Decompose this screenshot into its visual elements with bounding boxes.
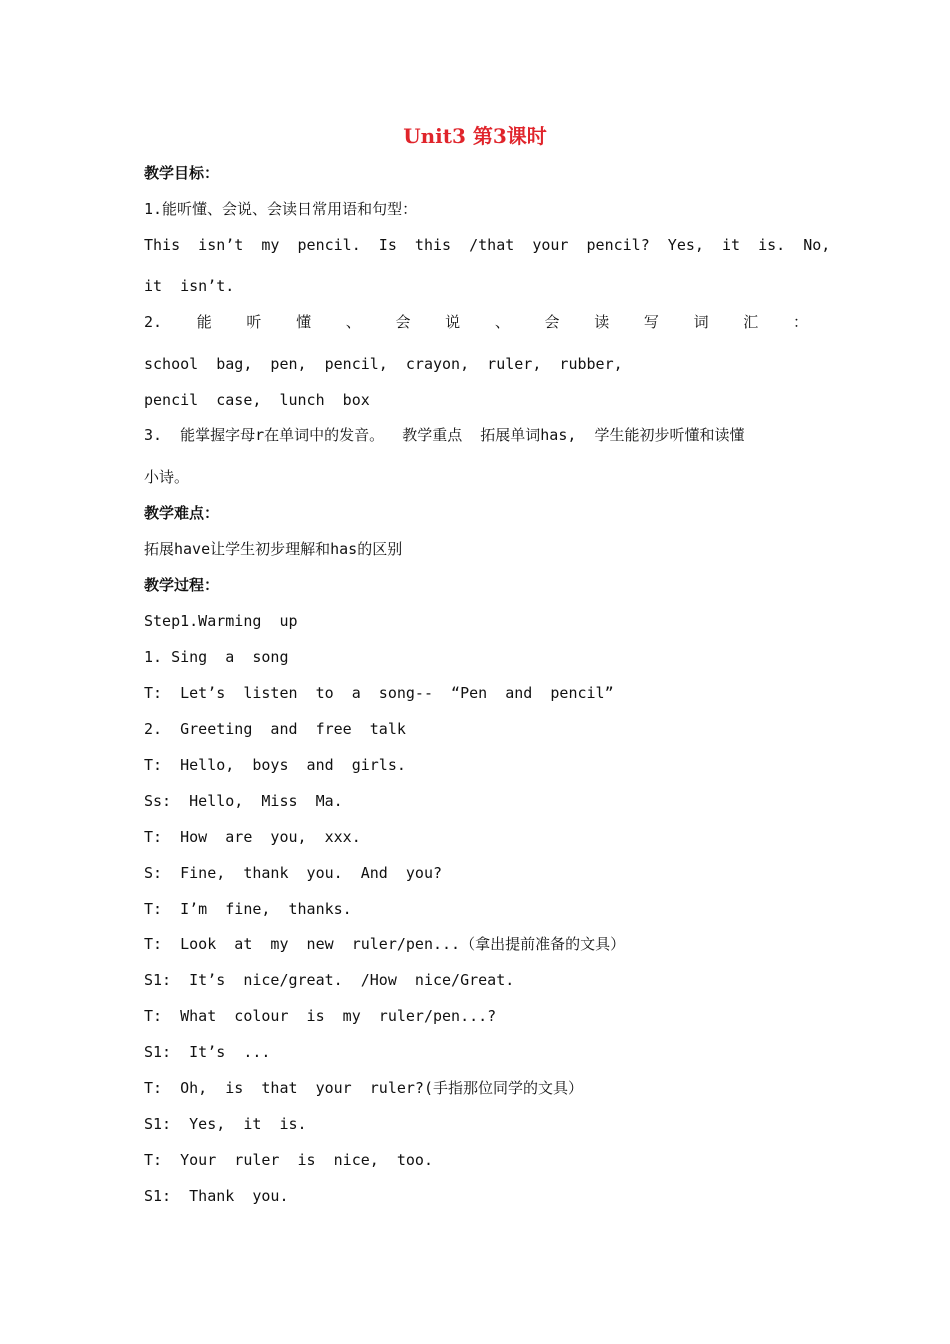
process-heading: 教学过程：: [144, 576, 220, 594]
process-line: S: Fine, thank you. And you?: [144, 864, 443, 882]
process-line: T: Let’s listen to a song-- “Pen and pencil”: [144, 684, 614, 702]
process-line: T: Oh, is that your ruler?(手指那位同学的文具）: [144, 1079, 583, 1097]
objective-1-sentences: This isn’t my pencil. Is this /that your pencil? Yes, it is. No,: [144, 236, 831, 254]
process-line: T: I’m fine, thanks.: [144, 900, 352, 918]
objective-2-char: 汇: [743, 313, 759, 331]
process-line: T: Your ruler is nice, too.: [144, 1151, 433, 1169]
objective-2-char: 会: [395, 313, 411, 331]
process-line: T: How are you, xxx.: [144, 828, 361, 846]
objective-1-intro: 1.能听懂、会说、会读日常用语和句型：: [144, 200, 418, 218]
objective-2-char: 2.: [144, 313, 163, 331]
process-line: T: Look at my new ruler/pen...（拿出提前准备的文具）: [144, 935, 626, 953]
objective-2-char: ：: [792, 313, 808, 331]
process-line: Step1.Warming up: [144, 612, 298, 630]
objective-2-char: 、: [494, 313, 510, 331]
objective-1-sentences-cont: it isn’t.: [144, 277, 235, 295]
objective-2-char: 读: [594, 313, 610, 331]
process-line: T: What colour is my ruler/pen...?: [144, 1007, 497, 1025]
objectives-heading: 教学目标：: [144, 164, 220, 182]
process-line: S1: It’s ...: [144, 1043, 271, 1061]
objective-2-intro: [144, 311, 808, 333]
process-line: 1. Sing a song: [144, 648, 289, 666]
objective-3-cont: 小诗。: [144, 468, 190, 486]
difficulty-text: 拓展have让学生初步理解和has的区别: [144, 540, 403, 558]
process-line: Ss: Hello, Miss Ma.: [144, 792, 343, 810]
objective-2-words: school bag, pen, pencil, crayon, ruler, rubber,: [144, 355, 623, 373]
objective-2-char: 懂: [296, 313, 312, 331]
objective-2-char: 写: [643, 313, 659, 331]
objective-2-char: 词: [693, 313, 709, 331]
objective-2-char: 听: [246, 313, 262, 331]
objective-2-char: 会: [544, 313, 560, 331]
process-line: 2. Greeting and free talk: [144, 720, 406, 738]
objective-3: 3. 能掌握字母r在单词中的发音。 教学重点 拓展单词has, 学生能初步听懂和读懂: [144, 426, 745, 444]
objective-2-words-cont: pencil case, lunch box: [144, 391, 370, 409]
process-line: T: Hello, boys and girls.: [144, 756, 406, 774]
difficulty-heading: 教学难点：: [144, 504, 220, 522]
process-line: S1: Yes, it is.: [144, 1115, 307, 1133]
objective-2-char: 能: [196, 313, 212, 331]
objective-2-char: 、: [345, 313, 361, 331]
objective-2-char: 说: [445, 313, 461, 331]
document-title: Unit3 第3课时: [403, 124, 547, 148]
process-line: S1: Thank you.: [144, 1187, 289, 1205]
process-line: S1: It’s nice/great. /How nice/Great.: [144, 971, 515, 989]
